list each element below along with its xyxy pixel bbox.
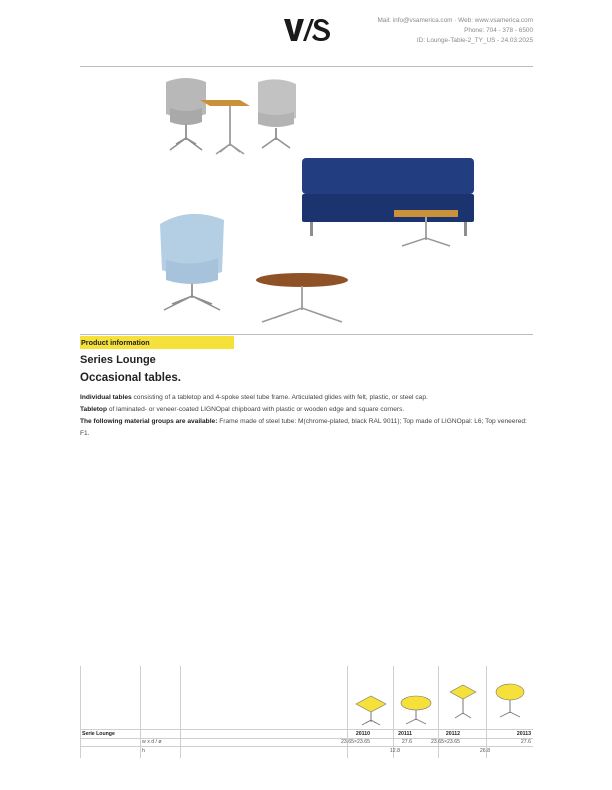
model-size: 27.6 xyxy=(401,739,412,745)
gray-chair-left xyxy=(166,78,206,150)
model-table xyxy=(80,666,533,758)
model-number: 20112 xyxy=(445,731,460,737)
table-square-icon xyxy=(444,682,482,720)
model-size: 23.65×23.65 xyxy=(341,739,370,745)
model-size: 27.6 xyxy=(520,739,531,745)
vs-logo-icon xyxy=(283,16,331,44)
dim-label-height: h xyxy=(142,748,145,754)
product-photo xyxy=(150,74,490,332)
description-paragraph-3: The following material groups are available: Frame made of steel tube: M(chrome-plated, black RAL 9011); Top made of LIGNOpal: L6; Top veneered: F1. xyxy=(80,418,527,437)
model-number: 20113 xyxy=(516,731,531,737)
table-divider xyxy=(140,666,141,758)
table-divider xyxy=(393,666,394,758)
table-square-icon xyxy=(352,690,390,728)
header-divider xyxy=(80,66,533,67)
gray-chair-right xyxy=(258,79,296,148)
product-information-label: Product information xyxy=(80,336,234,349)
table-divider xyxy=(80,746,533,747)
product-description xyxy=(80,392,533,440)
table-divider xyxy=(180,666,181,758)
round-table xyxy=(256,273,348,322)
contact-info xyxy=(377,16,533,46)
series-title: Series Lounge xyxy=(80,354,156,366)
contact-phone: Phone: 704 - 378 - 6500 xyxy=(464,27,533,34)
dim-label-width: w x d / ø xyxy=(142,739,162,745)
table-round-icon xyxy=(397,690,435,728)
height-value: 12.8 xyxy=(389,748,400,754)
product-headline: Occasional tables. xyxy=(80,372,181,384)
model-number: 20111 xyxy=(398,731,412,737)
description-paragraph-2: Tabletop of laminated- or veneer-coated LIGNOpal chipboard with plastic or wooden edge and square corners. xyxy=(80,406,405,413)
series-label: Serie Lounge xyxy=(82,731,115,737)
small-table-top xyxy=(200,100,250,154)
height-value: 26.8 xyxy=(479,748,490,754)
table-divider xyxy=(80,729,533,730)
contact-mail-web: Mail: info@vsamerica.com · Web: www.vsamerica.com xyxy=(377,17,533,24)
description-paragraph-1: Individual tables consisting of a tabletop and 4-spoke steel tube frame. Articulated glides with felt, plastic, or steel cap. xyxy=(80,394,428,401)
model-size: 23.65×23.65 xyxy=(431,739,460,745)
table-round-icon xyxy=(491,682,529,720)
blue-sofa xyxy=(302,158,474,236)
photo-divider xyxy=(80,334,533,335)
table-divider xyxy=(80,666,81,758)
document-id: ID: Lounge-Table-2_TY_US - 24.03.2025 xyxy=(416,37,533,44)
model-number: 20110 xyxy=(355,731,370,737)
long-table xyxy=(394,210,458,246)
table-divider xyxy=(486,666,487,758)
light-blue-chair xyxy=(160,214,224,310)
